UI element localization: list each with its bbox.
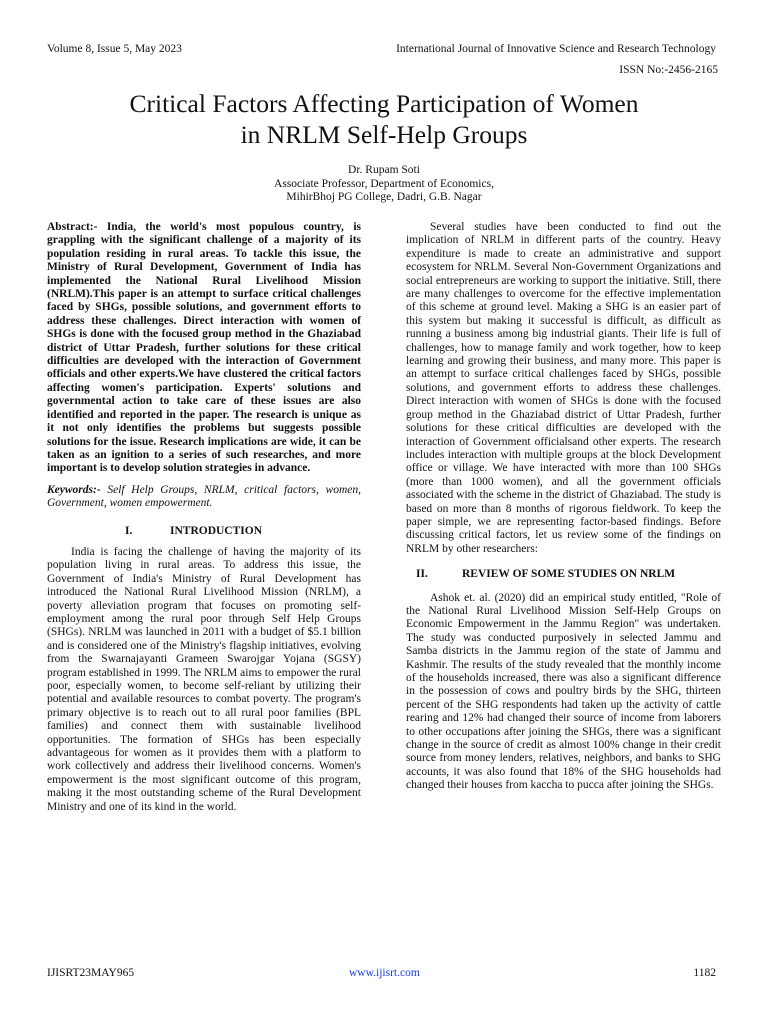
- review-paragraph: Ashok et. al. (2020) did an empirical study entitled, "Role of the National Rural Livelihood Mission Self-Help Groups on Economic Empowerment in the Jammu Region" was undertaken. The study was conducted purposively in selected Jammu and Samba districts in the Jammu region of the state of Jammu and Kashmir. The results of the study revealed that the monthly income of the households increased, there was also a significant difference in the possession of cows and poultry birds by the SHG, thirteen percent of the SHG respondents had taken up the activity of cattle rearing and 12% had changed their source of income from laborers to other occupations after joining the SHGs, there was a significant change in the source of credit as almost 100% change in their credit source from money lenders, relatives, neighbors, and banks to SHG accounts, it was also found that 18% of the SHG households had changed their houses from kaccha to pucca after joining the SHGs.: [406, 591, 721, 792]
- studies-paragraph: Several studies have been conducted to find out the implication of NRLM in different parts of the country. Heavy expenditure is made to create an administrative and support ecosystem for NRLM. Several Non-Government Organizations and social entrepreneurs are working to support the initiative. Still, there are many challenges to overcome for the effective implementation of this scheme at ground level. Making a SHG is an easier part of this system but making it successful is difficult, as difficult as running a business among big industrial giants. Their life is full of challenges, how to manage family and work together, how to keep learning and growing their business, and many more. This paper is an attempt to surface critical challenges faced by SHGs, possible solutions, and government efforts to address these challenges. Direct interaction with women of SHGs is done with the focused group method in the Ghaziabad district of Uttar Pradesh, further solutions for these critical difficulties are developed with the interaction of Government officialsand other experts. The research includes interaction with multiple groups at the block Development office or village. We have interacted with more than 100 SHGs (more than 1000 women), and all the government officials associated with the scheme in the district of Ghaziabad. The study is based on more than 8 months of rigorous fieldwork. To keep the paper simple, we are representing factor-based findings. Before discussing critical factors, let us review some of the findings on NRLM by other researchers:: [406, 221, 721, 555]
- right-column: [406, 221, 721, 793]
- section-title: REVIEW OF SOME STUDIES ON NRLM: [462, 568, 676, 581]
- paper-title: [40, 88, 728, 150]
- section-number: I.: [125, 524, 133, 537]
- section-title: INTRODUCTION: [170, 524, 263, 537]
- title-line-2: in NRLM Self-Help Groups: [240, 120, 528, 149]
- paper-id: IJISRT23MAY965: [47, 967, 135, 979]
- page-number: 1182: [693, 967, 716, 979]
- left-column: [47, 221, 361, 814]
- journal-website-link[interactable]: www.ijisrt.com: [349, 967, 420, 979]
- abstract: Abstract:- India, the world's most populous country, is grappling with the significant challenge of a majority of its population residing in rural areas. To tackle this issue, the Ministry of Rural Development, Government of India has implemented the National Rural Livelihood Mission (NRLM).This paper is an attempt to surface critical challenges faced by SHGs, possible solutions, and government efforts to address these challenges. Direct interaction with women of SHGs is done with the focused group method in the Ghaziabad district of Uttar Pradesh, further solutions for these critical difficulties are developed with the interaction of Government officials and other experts.We have clustered the critical factors affecting women's participation. Experts' solutions and governmental action to take care of these issues are also identified and reported in the paper. The research is unique as it not only identifies the problems but suggests possible solutions for the issue. Research implications are wide, it can be taken as an ignition to a series of such researches, and more important is to develop solution strategies in advance.: [47, 221, 361, 475]
- section-heading-introduction: [47, 525, 361, 538]
- author-block: [40, 164, 728, 205]
- author-affiliation-2: MihirBhoj PG College, Dadri, G.B. Nagar: [286, 191, 482, 203]
- keywords-text: Self Help Groups, NRLM, critical factors, women, Government, women empowerment.: [47, 483, 361, 510]
- keywords-label: Keywords:-: [47, 483, 101, 496]
- section-heading-review: [406, 568, 721, 581]
- author-name: Dr. Rupam Soti: [348, 164, 420, 176]
- issn-number: ISSN No:-2456-2165: [619, 64, 718, 76]
- section-number: II.: [416, 568, 428, 581]
- journal-name: International Journal of Innovative Science and Research Technology: [396, 43, 716, 55]
- title-line-1: Critical Factors Affecting Participation of Women: [129, 89, 639, 118]
- introduction-paragraph: India is facing the challenge of having the majority of its population living in rural areas. To address this issue, the Government of India's Ministry of Rural Development has introduced the National Rural Livelihood Mission (NRLM), a poverty alleviation program that focuses on promoting self-employment among the rural poor through Self Help Groups (SHGs). NRLM was launched in 2011 with a budget of $5.1 billion and is considered one of the Ministry's flagship initiatives, evolving from the Swarnajayanti Grameen Swarojgar Yojana (SGSY) program established in 1999. The NRLM aims to empower the rural poor, especially women, to become self-reliant by utilizing their potential and available resources to combat poverty. The program's primary objective is to reach out to all rural poor families (BPL families) and connect them with sustainable livelihood opportunities. The formation of SHGs has been especially advantageous for women as it provides them with a platform to work collectively and address their livelihood concerns. Women's empowerment is the most significant outcome of this program, making it the most outstanding scheme of the Rural Development Ministry and one of its kind in the world.: [47, 545, 361, 813]
- author-affiliation-1: Associate Professor, Department of Economics,: [274, 177, 494, 190]
- keywords: [47, 484, 361, 511]
- journal-volume: Volume 8, Issue 5, May 2023: [47, 43, 182, 55]
